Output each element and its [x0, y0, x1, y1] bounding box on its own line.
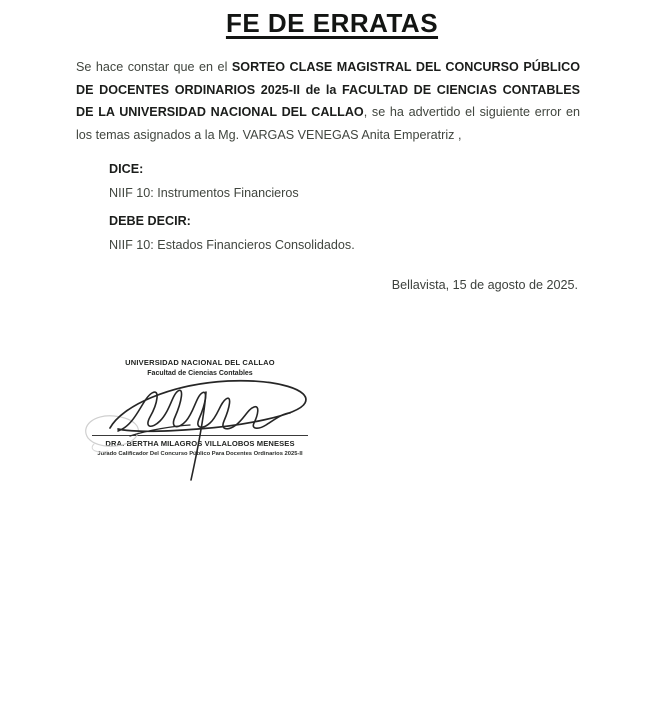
signature-institution: UNIVERSIDAD NACIONAL DEL CALLAO: [125, 358, 275, 367]
dice-label: DICE:: [109, 162, 144, 176]
dice-text: NIIF 10: Instrumentos Financieros: [109, 186, 299, 200]
debe-decir-text: NIIF 10: Estados Financieros Consolidados.: [109, 238, 355, 252]
page-title-text: FE DE ERRATAS: [225, 8, 439, 38]
signature-space: [88, 377, 312, 435]
signature-block: [88, 358, 312, 457]
paragraph-intro: Se hace constar que en el: [76, 60, 232, 74]
debe-decir-label: DEBE DECIR:: [109, 214, 191, 228]
signature-role: Jurado Calificador Del Concurso Público Para Docentes Ordinarios 2025-II: [97, 451, 303, 457]
page-title: [0, 0, 664, 39]
signature-faculty: Facultad de Ciencias Contables: [147, 370, 253, 377]
paragraph-bold-event: SORTEO CLASE MAGISTRAL DEL CONCURSO PÚBLICO DE DOCENTES ORDINARIOS 2025-II de la FACULTAD DE CIENCIAS CONTABLES DE LA UNIVERSIDAD NACIONAL DEL CALLAO: [76, 60, 580, 119]
signature-name: DRA. BERTHA MILAGROS VILLALOBOS MENESES: [105, 439, 295, 448]
signature-rule: [92, 435, 308, 436]
paragraph-rest: , se ha advertido el siguiente error en los temas asignados a la Mg. VARGAS VENEGAS Anita Emperatriz ,: [76, 105, 580, 142]
body-paragraph: [76, 56, 580, 146]
date-line: Bellavista, 15 de agosto de 2025.: [391, 278, 578, 292]
corrections-block: [109, 162, 580, 252]
